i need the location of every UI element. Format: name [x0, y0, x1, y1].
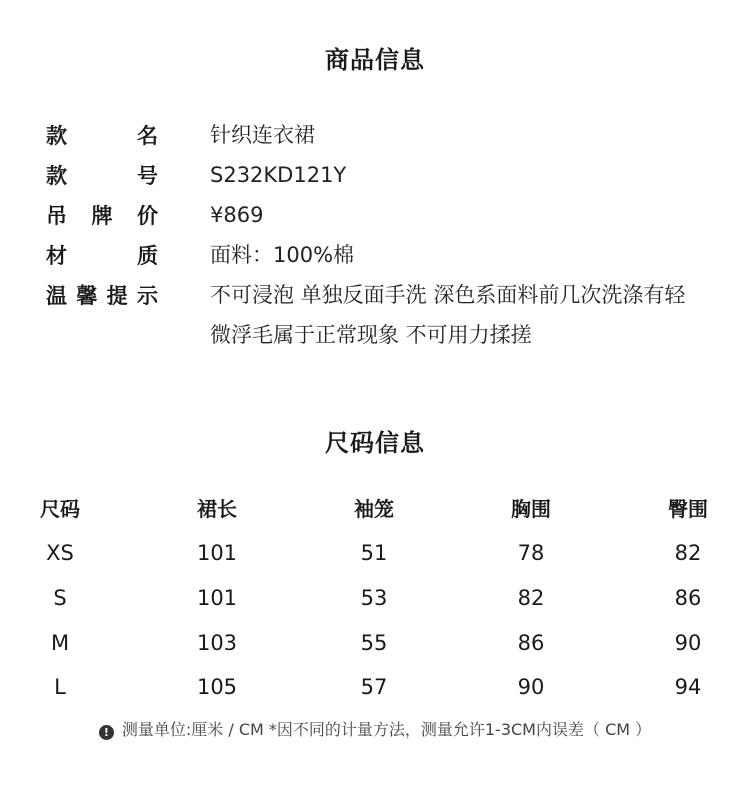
- info-row-style-number: [0, 155, 750, 195]
- measurement-note: [0, 716, 750, 744]
- size-info-title: 尺码信息: [325, 429, 425, 457]
- info-row-tag-price: [0, 195, 750, 235]
- info-label-style-number: [46, 155, 158, 195]
- table-cell: 86: [517, 631, 545, 655]
- care-tip-line: 微浮毛属于正常现象 不可用力揉搓: [210, 323, 532, 347]
- label-char: 质: [137, 244, 158, 268]
- product-info-title: 商品信息: [325, 46, 425, 74]
- label-char: 名: [137, 124, 158, 148]
- label-char: 价: [137, 204, 158, 228]
- table-cell: 53: [360, 586, 388, 610]
- info-row-care-tips: [0, 275, 750, 355]
- info-value-tag-price: ¥869: [210, 203, 264, 227]
- header-armhole: 袖笼: [354, 497, 394, 521]
- table-row: [0, 578, 750, 618]
- table-cell: 51: [360, 541, 388, 565]
- table-row: [0, 623, 750, 663]
- table-cell: S: [53, 586, 67, 610]
- info-label-tag-price: [46, 195, 158, 235]
- label-char: 款: [46, 164, 67, 188]
- label-char: 提: [106, 284, 128, 308]
- table-cell: 105: [196, 675, 238, 699]
- measurement-note-text: 测量单位:厘米 / CM *因不同的计量方法，测量允许1-3CM内误差（ CM ）: [121, 720, 652, 739]
- label-char: 吊: [46, 204, 67, 228]
- header-hip: 臀围: [668, 497, 708, 521]
- table-cell: 82: [517, 586, 545, 610]
- info-value-name: 针织连衣裙: [210, 123, 315, 147]
- table-row: [0, 533, 750, 573]
- table-row: [0, 667, 750, 707]
- table-cell: M: [50, 631, 70, 655]
- label-char: 牌: [91, 204, 113, 228]
- info-label-name: [46, 115, 158, 155]
- info-label-material: [46, 235, 158, 275]
- label-char: 款: [46, 124, 67, 148]
- header-bust: 胸围: [511, 497, 551, 521]
- table-cell: 90: [674, 631, 702, 655]
- table-cell: 55: [360, 631, 388, 655]
- table-cell: 57: [360, 675, 388, 699]
- table-cell: 86: [674, 586, 702, 610]
- label-char: 温: [46, 284, 67, 308]
- label-char: 材: [46, 244, 67, 268]
- table-cell: L: [54, 675, 66, 699]
- info-row-material: [0, 235, 750, 275]
- label-char: 号: [137, 164, 158, 188]
- table-cell: 101: [196, 541, 238, 565]
- table-cell: 78: [517, 541, 545, 565]
- label-char: 馨: [76, 284, 98, 308]
- info-value-material: 面料：100%棉: [210, 243, 355, 267]
- label-char: 示: [136, 284, 158, 308]
- table-cell: 82: [674, 541, 702, 565]
- info-value-care-tips: [210, 275, 720, 355]
- table-cell: 103: [196, 631, 238, 655]
- info-value-style-number: S232KD121Y: [210, 163, 347, 187]
- care-tip-line: 不可浸泡 单独反面手洗 深色系面料前几次洗涤有轻: [210, 283, 686, 307]
- info-row-name: [0, 115, 750, 155]
- table-cell: 101: [196, 586, 238, 610]
- table-cell: 94: [674, 675, 702, 699]
- info-label-care-tips: [46, 275, 158, 315]
- size-table-header: [0, 489, 750, 529]
- header-size: 尺码: [40, 497, 80, 521]
- table-cell: 90: [517, 675, 545, 699]
- table-cell: XS: [46, 541, 74, 565]
- header-skirt-length: 裙长: [197, 497, 237, 521]
- exclamation-circle-icon: !: [99, 725, 114, 740]
